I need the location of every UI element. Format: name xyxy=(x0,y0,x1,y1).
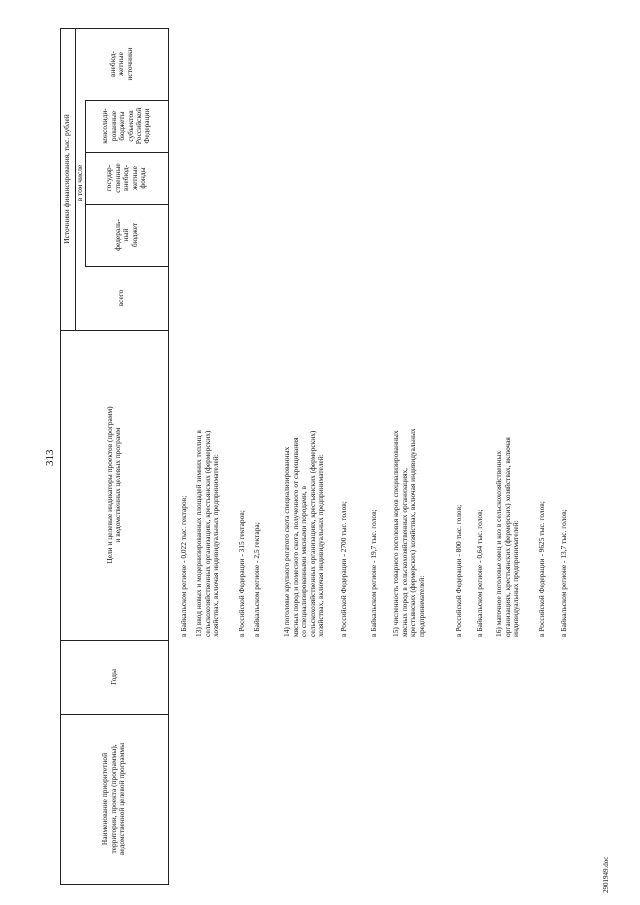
header-name-text xyxy=(60,714,168,884)
header-years-line: Годы xyxy=(108,669,118,685)
header-federal-budget xyxy=(85,204,168,266)
indicator-line: индивидуальных предпринимателей: xyxy=(511,520,521,637)
page-number: 313 xyxy=(44,449,56,466)
indicator-line: организациях, крестьянских (фермерских) хозяйствах, включая xyxy=(502,437,512,637)
file-name: 2901949.doc xyxy=(602,856,610,893)
indicator-item xyxy=(195,430,221,637)
indicator-item xyxy=(253,522,262,637)
header-goals xyxy=(60,330,168,640)
header-goals-line: и ведомственных целевых программ xyxy=(113,427,122,543)
indicator-line: в Байкальском регионе - 13,7 тыс. голов; xyxy=(559,509,568,637)
indicator-line: 15) численность товарного поголовья коров специализированных xyxy=(391,430,400,637)
header-regional-budgets-text xyxy=(85,100,168,152)
indicator-line: хозяйствах, включая индивидуальных предпринимателей: xyxy=(316,454,326,637)
header-state-funds-line: внебюд- xyxy=(121,165,131,191)
indicator-line: предпринимателей: xyxy=(416,575,426,637)
indicator-item xyxy=(392,428,426,637)
header-total-text xyxy=(75,266,168,330)
header-name-line: ведомственной целевой программы xyxy=(117,742,127,856)
header-goals-line: Цели и целевые индикаторы проектов (программ) xyxy=(104,406,114,564)
header-extrabudgetary xyxy=(75,28,168,100)
indicator-line: в Байкальском регионе - 0,022 тыс. гектаров; xyxy=(179,495,188,637)
header-state-funds-line: фонды xyxy=(138,167,148,189)
table-border-right xyxy=(168,28,169,885)
header-funding-sources-line: Источники финансирования, тыс. рублей xyxy=(62,114,72,244)
header-name-line: Наименование приоритетной xyxy=(100,752,110,846)
indicator-line: 14) поголовье крупного рогатого скота специализированных xyxy=(282,446,291,637)
header-regional-budgets xyxy=(85,100,168,152)
header-state-funds-line: ственные xyxy=(112,163,122,193)
indicator-line: 13) ввод новых и модернизированных площадей зимних теплиц в xyxy=(194,430,203,637)
header-name-line: территории, проекта (программы), xyxy=(108,744,118,854)
header-regional-line: Федерации xyxy=(142,108,152,144)
header-federal-line: федераль- xyxy=(112,219,122,251)
header-state-funds xyxy=(85,152,168,204)
indicator-line: в Байкальском регионе - 2,5 гектара; xyxy=(252,522,261,637)
header-regional-line: Российской xyxy=(133,107,143,145)
indicator-line: 16) маточное поголовье овец и коз в сельскохозяйственных xyxy=(494,450,503,637)
indicator-item xyxy=(538,501,547,637)
header-extrabudgetary-text xyxy=(75,28,168,100)
header-including-line: в том числе xyxy=(74,164,84,202)
indicator-line: в Российской Федерации - 9625 тыс. голов; xyxy=(537,501,546,637)
header-extrabudget-line: источники xyxy=(124,47,134,81)
indicator-item xyxy=(340,501,349,637)
header-regional-line: субъектов xyxy=(125,110,135,142)
indicator-item xyxy=(560,509,569,637)
indicator-line: в Байкальском регионе - 0,64 тыс. голов; xyxy=(475,509,484,637)
header-years-text xyxy=(60,640,168,714)
header-regional-line: бюджеты xyxy=(117,111,127,141)
header-state-funds-line: жетные xyxy=(129,166,139,190)
header-regional-line: консолиди- xyxy=(100,108,110,144)
header-state-funds-text xyxy=(85,152,168,204)
indicator-line: сельскохозяйственных организациях, крестьянских (фермерских) xyxy=(307,430,317,637)
header-federal-line: бюджет xyxy=(129,222,139,248)
header-extrabudget-line: жетные xyxy=(116,52,126,76)
indicator-line: мясных пород в сельскохозяйственных организациях, xyxy=(399,467,409,637)
indicator-line: крестьянских (фермерских) хозяйствах, включая индивидуальных xyxy=(408,428,418,637)
indicator-line: мясных пород и помесного скота, полученного от скрещивания xyxy=(290,437,300,637)
header-total-line: всего xyxy=(116,289,126,307)
indicator-item xyxy=(455,505,464,637)
indicator-line: хозяйствах, включая индивидуальных предпринимателей: xyxy=(211,454,221,637)
header-extrabudget-line: внебюд- xyxy=(107,51,117,77)
indicator-item xyxy=(283,431,326,637)
indicator-item xyxy=(495,437,521,637)
header-including xyxy=(75,100,85,266)
header-federal-line: ный xyxy=(121,228,131,242)
indicator-item xyxy=(370,509,379,637)
header-total xyxy=(75,266,168,330)
header-funding-sources-text xyxy=(60,28,75,330)
header-years xyxy=(60,640,168,714)
indicator-line: сельскохозяйственных организациях, крестьянских (фермерских) xyxy=(202,430,212,637)
header-name xyxy=(60,714,168,884)
table-border-bottom xyxy=(60,884,168,885)
indicator-line: в Российской Федерации - 800 тыс. голов; xyxy=(454,504,463,637)
header-federal-budget-text xyxy=(85,204,168,266)
header-including-text xyxy=(75,100,85,266)
header-regional-line: рованные xyxy=(108,110,118,142)
indicator-line: в Российской Федерации - 315 гектаров; xyxy=(237,510,246,637)
indicator-item xyxy=(476,509,485,637)
header-state-funds-line: государ- xyxy=(104,164,114,192)
header-funding-sources xyxy=(60,28,75,330)
indicator-line: в Байкальском регионе - 19,7 тыс. голов; xyxy=(369,509,378,637)
indicator-line: со специализированными мясными породами, в xyxy=(299,486,309,637)
indicator-item xyxy=(180,496,189,637)
header-goals-text xyxy=(60,330,168,640)
indicator-line: в Российской Федерации - 2700 тыс. голов; xyxy=(339,501,348,637)
indicator-item xyxy=(238,510,247,637)
